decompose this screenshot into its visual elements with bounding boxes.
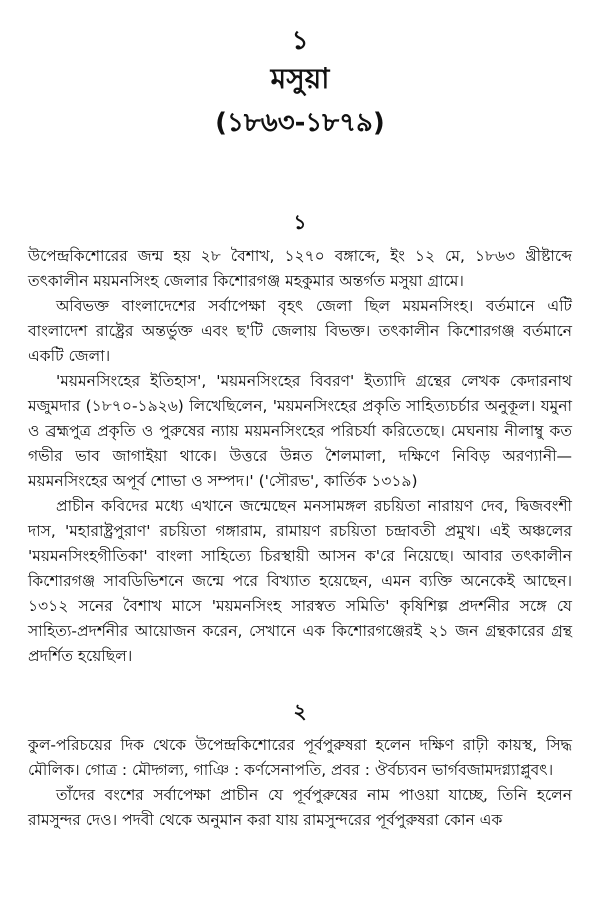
chapter-years: (১৮৬৩-১৮৭৯) — [215, 108, 385, 138]
paragraph: কুল-পরিচয়ের দিক থেকে উপেন্দ্রকিশোরের পূর্বপুরুষরা হলেন দক্ষিণ রাঢ়ী কায়স্থ, সিদ্ধ মৌলিক। গোত্র : মৌদ্গল্য, গাঞি : কর্ণসেনাপতি, প্রবর : ঔর্বচ্যবন ভার্গবজামদগ্ন্যাপ্লুবৎ। — [28, 736, 572, 779]
chapter-title: মসুয়া — [270, 62, 330, 95]
chapter-heading — [28, 0, 572, 146]
section-number: ২ — [293, 699, 307, 723]
section-body — [28, 244, 572, 669]
section-body — [28, 733, 572, 833]
section-1 — [28, 210, 572, 669]
section-number: ১ — [293, 210, 307, 234]
paragraph: অবিভক্ত বাংলাদেশের সর্বাপেক্ষা বৃহৎ জেলা ছিল ময়মনসিংহ। বর্তমানে এটি বাংলাদেশ রাষ্ট্রের অন্তর্ভুক্ত এবং ছ'টি জেলায় বিভক্ত। তৎকালীন কিশোরগঞ্জ বর্তমানে একটি জেলা। — [28, 297, 572, 365]
paragraph: তাঁদের বংশের সর্বাপেক্ষা প্রাচীন যে পূর্বপুরুষের নাম পাওয়া যাচ্ছে, তিনি হলেন রামসুন্দর দেও। পদবী থেকে অনুমান করা যায় রামসুন্দরের পূর্বপুরুষরা কোন এক — [28, 786, 572, 829]
paragraph: 'ময়মনসিংহের ইতিহাস', 'ময়মনসিংহের বিবরণ' ইত্যাদি গ্রন্থের লেখক কেদারনাথ মজুমদার (১৮৭০-১৯২৬) লিখেছিলেন, 'ময়মনসিংহের প্রকৃতি সাহিত্যচর্চার অনুকূল। যমুনা ও ব্রহ্মপুত্র প্রকৃতি ও পুরুষের ন্যায় ময়মনসিংহের পরিচর্যা করিতেছে। মেঘনায় নীলাম্বু কত গভীর ভাব জাগাইয়া থাকে। উত্তরে উন্নত শৈলমালা, দক্ষিণে নিবিড় অরণ্যানী—ময়মনসিংহের অপূর্ব শোভা ও সম্পদ।' ('সৌরভ', কার্তিক ১৩১৯) — [28, 372, 572, 490]
paragraph: উপেন্দ্রকিশোরের জন্ম হয় ২৮ বৈশাখ, ১২৭০ বঙ্গাব্দে, ইং ১২ মে, ১৮৬৩ খ্রীষ্টাব্দে তৎকালীন ময়মনসিংহ জেলার কিশোরগঞ্জ মহকুমার অন্তর্গত মসুয়া গ্রামে। — [28, 247, 572, 290]
chapter-number: ১ — [291, 26, 309, 56]
paragraph: প্রাচীন কবিদের মধ্যে এখানে জন্মেছেন মনসামঙ্গল রচয়িতা নারায়ণ দেব, দ্বিজবংশী দাস, 'মহারাষ্ট্রপুরাণ' রচয়িতা গঙ্গারাম, রামায়ণ রচয়িতা চন্দ্রাবতী প্রমুখ। এই অঞ্চলের 'ময়মনসিংহগীতিকা' বাংলা সাহিত্যে চিরস্থায়ী আসন ক'রে নিয়েছে। আবার তৎকালীন কিশোরগঞ্জ সাবডিভিশনে জন্মে পরে বিখ্যাত হয়েছেন, এমন ব্যক্তি অনেকেই আছেন। ১৩১২ সনের বৈশাখ মাসে 'ময়মনসিংহ সারস্বত সমিতি' কৃষিশিল্প প্রদর্শনীর সঙ্গে যে সাহিত্য-প্রদর্শনীর আয়োজন করেন, সেখানে এক কিশোরগঞ্জেরই ২১ জন গ্রন্থকারের গ্রন্থ প্রদর্শিত হয়েছিল। — [28, 497, 572, 665]
section-2 — [28, 699, 572, 833]
